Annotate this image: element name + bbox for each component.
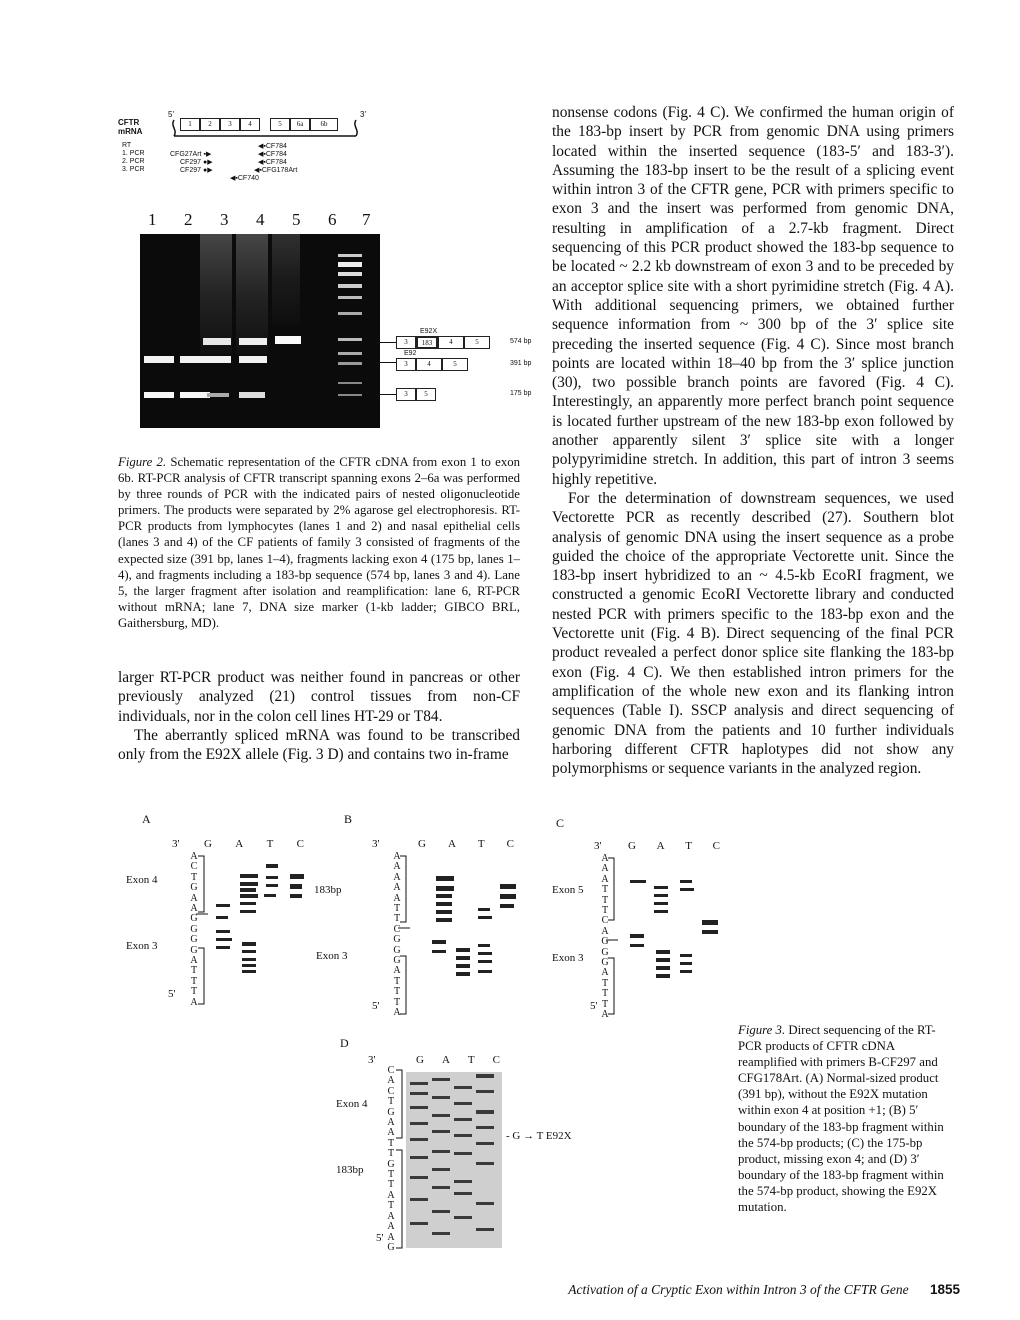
band-top-label: E92X xyxy=(420,328,438,335)
panel-letter: B xyxy=(344,812,353,826)
sequence-base: A xyxy=(387,1221,395,1233)
sequence-base: A xyxy=(190,903,198,915)
panel-five-prime: 5' xyxy=(590,1000,598,1012)
primer-right-4: ◀▪CFG178Art xyxy=(254,167,298,174)
primer-left-1: CFG27Art ▪▶ xyxy=(170,151,212,158)
lane-number: 2 xyxy=(184,210,193,229)
lane-number: 6 xyxy=(328,210,337,229)
region-label: 183bp xyxy=(336,1164,364,1176)
sequence-base: A xyxy=(393,1007,401,1019)
exon-6a: 6a xyxy=(290,118,310,131)
exon-5: 5 xyxy=(270,118,290,131)
sequence-base: G xyxy=(190,934,198,946)
band-box: 3 xyxy=(396,388,416,401)
lane-numbers xyxy=(148,210,378,230)
panel-five-prime: 5' xyxy=(372,1000,380,1012)
lane-a: A xyxy=(441,1054,450,1066)
sequence-base: A xyxy=(601,967,609,979)
region-label: Exon 3 xyxy=(552,952,584,964)
band-size: 574 bp xyxy=(510,338,532,345)
sequence-base: A xyxy=(190,955,198,967)
sequence-base: C xyxy=(601,915,609,927)
row-label-pcr3: 3. PCR xyxy=(122,166,145,173)
sequence-base: A xyxy=(190,996,198,1008)
lane-a: A xyxy=(447,838,456,850)
sequence-base: T xyxy=(393,903,401,915)
band-top-label: E92 xyxy=(404,350,417,357)
lane-header xyxy=(418,838,514,850)
lane-number: 3 xyxy=(220,210,229,229)
region-label: 183bp xyxy=(314,884,342,896)
sequence-base: T xyxy=(190,975,198,987)
sequence-base: A xyxy=(190,892,198,904)
sequence-base: T xyxy=(387,1169,395,1181)
three-prime-label: 3' xyxy=(360,110,366,119)
sequence-base: A xyxy=(190,851,198,862)
sequence-base: A xyxy=(393,882,401,894)
sequence-base: G xyxy=(601,957,609,969)
sequence-base: C xyxy=(387,1065,395,1076)
panel-letter: D xyxy=(340,1036,349,1050)
band-box: 5 xyxy=(442,358,468,371)
band-box: 3 xyxy=(396,358,416,371)
sequence-base: G xyxy=(393,944,401,956)
fig3-panel-d xyxy=(336,1036,616,1253)
gel-image xyxy=(140,234,380,428)
lane-header xyxy=(628,840,720,852)
figure3-caption-label: Figure 3. xyxy=(738,1023,786,1037)
sequence-base: G xyxy=(601,946,609,958)
row-labels xyxy=(122,142,145,174)
sequence-base: T xyxy=(601,894,609,906)
sequence-base: T xyxy=(387,1148,395,1160)
row-label-pcr2: 2. PCR xyxy=(122,158,145,165)
region-label: Exon 3 xyxy=(126,940,158,952)
sequence-base: T xyxy=(387,1200,395,1212)
five-prime-label: 5' xyxy=(168,110,174,119)
bracket xyxy=(606,854,620,1022)
sequence-base: C xyxy=(387,1085,395,1097)
mutation-label: - G → T E92X xyxy=(506,1130,572,1142)
primer-right-1: ◀▪CF784 xyxy=(258,143,287,150)
region-label: Exon 5 xyxy=(552,884,584,896)
row-label-pcr1: 1. PCR xyxy=(122,150,145,157)
band-box: 4 xyxy=(438,336,464,349)
band-box: 3 xyxy=(396,336,416,349)
region-label: Exon 4 xyxy=(126,874,158,886)
exon-2: 2 xyxy=(200,118,220,131)
exon-1: 1 xyxy=(180,118,200,131)
sequence-base: G xyxy=(387,1241,395,1253)
sequence-base: A xyxy=(387,1189,395,1201)
sequence-base: A xyxy=(387,1075,395,1087)
bracket xyxy=(398,852,412,1020)
lane-t: T xyxy=(477,838,485,850)
panel-letter: A xyxy=(142,812,151,826)
panel-three-prime: 3' xyxy=(372,838,380,850)
paragraph: larger RT-PCR product was neither found in pancreas or other previously analyzed (21) control tissues from non-CF individuals, nor in the colon cell lines HT-29 or T84. xyxy=(118,669,520,725)
primer-right-3: ◀▪CF784 xyxy=(258,159,287,166)
sequence-base: T xyxy=(393,913,401,925)
band-size: 175 bp xyxy=(510,390,532,397)
sequence-base: A xyxy=(601,853,609,864)
paragraph: The aberrantly spliced mRNA was found to be transcribed only from the E92X allele (Fig. 3 D) and contains two in-frame xyxy=(118,726,520,764)
lane-g: G xyxy=(628,840,636,852)
row-label-rt: RT xyxy=(122,142,132,149)
sequence-base: T xyxy=(190,871,198,883)
band-box: 4 xyxy=(416,358,442,371)
sequence-base: T xyxy=(393,996,401,1008)
figure2-caption xyxy=(118,454,520,631)
region-label: Exon 4 xyxy=(336,1098,368,1110)
sequence-base: T xyxy=(387,1137,395,1149)
sequence-base: G xyxy=(393,934,401,946)
band-diagram-391 xyxy=(376,348,536,376)
sequence-base: G xyxy=(387,1158,395,1170)
lane-a: A xyxy=(656,840,665,852)
bracket xyxy=(196,852,210,1008)
sequence-base: T xyxy=(387,1179,395,1191)
sequence-base: G xyxy=(190,944,198,956)
figure2 xyxy=(118,112,538,432)
sequence-base: A xyxy=(387,1231,395,1243)
sequence-base: G xyxy=(601,936,609,948)
panel-three-prime: 3' xyxy=(368,1054,376,1066)
band-box: 183 xyxy=(416,336,438,349)
exon-4: 4 xyxy=(240,118,260,131)
panel-letter: C xyxy=(556,816,565,830)
sequence-base: T xyxy=(601,977,609,989)
lane-number: 5 xyxy=(292,210,301,229)
sequencing-gel-c xyxy=(622,854,722,1022)
running-title: Activation of a Cryptic Exon within Intron 3 of the CFTR Gene xyxy=(568,1282,909,1297)
sequence-base: G xyxy=(190,882,198,894)
sequence-base: C xyxy=(190,861,198,873)
sequence-base: T xyxy=(601,884,609,896)
fig3-panel-b xyxy=(314,812,526,1022)
figure3-caption-text: Direct sequencing of the RT-PCR products of CFTR cDNA reamplified with primers B-CF297 and CFG178Art. (A) Normal-sized product (391 bp), without the E92X mutation within exon 4 at position +1; (B) 5′ boundary of the 183-bp fragment within the 574-bp products; (C) the 175-bp product, missing exon 4; and (D) 3′ boundary of the 183-bp fragment within the 574-bp product, showing the E92X mutation. xyxy=(738,1023,944,1215)
fig3-panel-a xyxy=(120,812,310,1012)
primer-left-3: CF297 ●▶ xyxy=(180,167,213,174)
sequencing-gel-b xyxy=(416,852,516,1020)
panel-five-prime: 5' xyxy=(168,988,176,1000)
exon-boxes xyxy=(180,118,338,131)
sequence-base: T xyxy=(393,986,401,998)
primer-left-2: CF297 ●▶ xyxy=(180,159,213,166)
figure3-caption xyxy=(738,1022,956,1215)
paragraph: nonsense codons (Fig. 4 C). We confirmed the human origin of the 183-bp insert by PCR from genomic DNA using primers located within the inserted sequence (183-5′ and 183-3′). Assuming the 183-bp insert to be the result of a splicing event within intron 3 of the CFTR gene, PCR with primers specific to exon 3 and the insert was performed from genomic DNA, resulting in amplification of a 2.7-kb fragment. Direct sequencing of this PCR product showed the 183-bp sequence to be located ~ 2.2 kb downstream of exon 3 and to be preceded by an acceptor splice site with a short pyrimidine stretch (Fig. 4 A). With additional sequencing primers, we obtained further sequence information from ~ 300 bp of the 3′ splice site preceding the inserted sequence (Fig. 4 C). Since most branch points are located within 18–40 bp from the 3′ splice junction (30), two possible branch points are favored (Fig. 4 C). Interestingly, an apparently more perfect branch point sequence is located further upstream of the new 183-bp exon followed by another apparently silent 3′ splice site with a longer polypyrimidine stretch. In addition, this part of intron 3 seems highly repetitive. xyxy=(552,104,954,488)
page-number: 1855 xyxy=(929,1282,960,1297)
lane-header xyxy=(416,1054,500,1066)
band-diagram-175 xyxy=(376,384,536,412)
lane-c: C xyxy=(296,838,304,850)
band-box: 5 xyxy=(464,336,490,349)
lane-g: G xyxy=(416,1054,424,1066)
sequence-base: A xyxy=(393,892,401,904)
primer-right-5: ◀▪CF740 xyxy=(230,175,259,182)
sequence-base: A xyxy=(601,925,609,937)
sequence-base: A xyxy=(393,861,401,873)
figure2-caption-label: Figure 2. xyxy=(118,455,167,469)
sequence-base: A xyxy=(601,873,609,885)
lane-a: A xyxy=(235,838,244,850)
sequence-base: G xyxy=(190,913,198,925)
lane-number: 1 xyxy=(148,210,157,229)
sequence-base: A xyxy=(387,1210,395,1222)
sequencing-gel-d xyxy=(406,1072,502,1248)
lane-c: C xyxy=(506,838,514,850)
left-column xyxy=(118,668,520,764)
sequence-base: G xyxy=(387,1106,395,1118)
page-footer xyxy=(520,1282,960,1298)
figure2-caption-text: Schematic representation of the CFTR cDNA from exon 1 to exon 6b. RT-PCR analysis of CFTR transcript spanning exons 2–6a was performed by three rounds of PCR with the indicated pairs of nested oligonucleotide primers. The products were separated by 2% agarose gel electrophoresis. RT-PCR products from lymphocytes (lanes 1 and 2) and nasal epithelial cells (lanes 3 and 4) of the CF patients of family 3 consisted of fragments of the expected size (391 bp, lanes 1–4), fragments lacking exon 4 (175 bp, lanes 1–4), and fragments including a 183-bp sequence (574 bp, lanes 3 and 4). Lane 5, the larger fragment after isolation and reamplification: lane 6, RT-PCR without mRNA; lane 7, DNA size marker (1-kb ladder; GIBCO BRL, Gaithersburg, MD). xyxy=(118,455,521,630)
region-label: Exon 3 xyxy=(316,950,348,962)
lane-g: G xyxy=(204,838,212,850)
exon-6b: 6b xyxy=(310,118,338,131)
lane-header xyxy=(204,838,304,850)
lane-number: 7 xyxy=(362,210,371,229)
sequence-base: T xyxy=(190,986,198,998)
sequence-base: A xyxy=(387,1127,395,1139)
sequence-base: A xyxy=(393,965,401,977)
band-size: 391 bp xyxy=(510,360,532,367)
primer-right-2: ◀▪CF784 xyxy=(258,151,287,158)
lane-g: G xyxy=(418,838,426,850)
sequencing-gel-a xyxy=(210,852,306,1008)
fig3-panel-c xyxy=(548,812,728,1022)
sequence-base: A xyxy=(387,1117,395,1129)
sequence-base: T xyxy=(190,965,198,977)
panel-three-prime: 3' xyxy=(594,840,602,852)
sequence-base: T xyxy=(393,975,401,987)
sequence-base: G xyxy=(190,923,198,935)
lane-t: T xyxy=(266,838,274,850)
panel-five-prime: 5' xyxy=(376,1232,384,1244)
mrna-label: CFTR mRNA xyxy=(118,118,143,136)
sequence-base: A xyxy=(601,863,609,875)
panel-three-prime: 3' xyxy=(172,838,180,850)
lane-c: C xyxy=(712,840,720,852)
band-box: 5 xyxy=(416,388,436,401)
lane-c: C xyxy=(492,1054,500,1066)
lane-t: T xyxy=(685,840,692,852)
lane-number: 4 xyxy=(256,210,265,229)
sequence-base: G xyxy=(393,955,401,967)
sequence-base: A xyxy=(393,851,401,862)
right-column xyxy=(552,103,954,778)
sequence-base: A xyxy=(601,1009,609,1021)
sequence-base: T xyxy=(601,905,609,917)
sequence-base: T xyxy=(387,1096,395,1108)
lane-t: T xyxy=(467,1054,475,1066)
sequence-base: A xyxy=(393,871,401,883)
sequence-base: T xyxy=(601,988,609,1000)
exon-3: 3 xyxy=(220,118,240,131)
sequence-base: C xyxy=(393,923,401,935)
sequence-base: T xyxy=(601,998,609,1010)
paragraph: For the determination of downstream sequences, we used Vectorette PCR as recently described (27). Southern blot analysis of genomic DNA using the insert sequence as a probe guided the choice of the appropriate Vectorette unit. Since the 183-bp insert hybridized to an ~ 4.5-kb EcoRI fragment, we constructed a genomic EcoRI Vectorette library and conducted nested PCR with primers specific to the 183-bp exon and the Vectorette unit (Fig. 4 B). Direct sequencing of the final PCR product revealed a perfect donor splice site flanking the 183-bp exon (Fig. 4 C). We then established intron primers for the amplification of the whole new exon and its flanking intron sequences (Table I). SSCP analysis and direct sequencing of genomic DNA from the patients and 10 further individuals harboring different CFTR haplotypes did not show any polymorphisms or sequence variants in the analyzed region. xyxy=(552,489,954,778)
